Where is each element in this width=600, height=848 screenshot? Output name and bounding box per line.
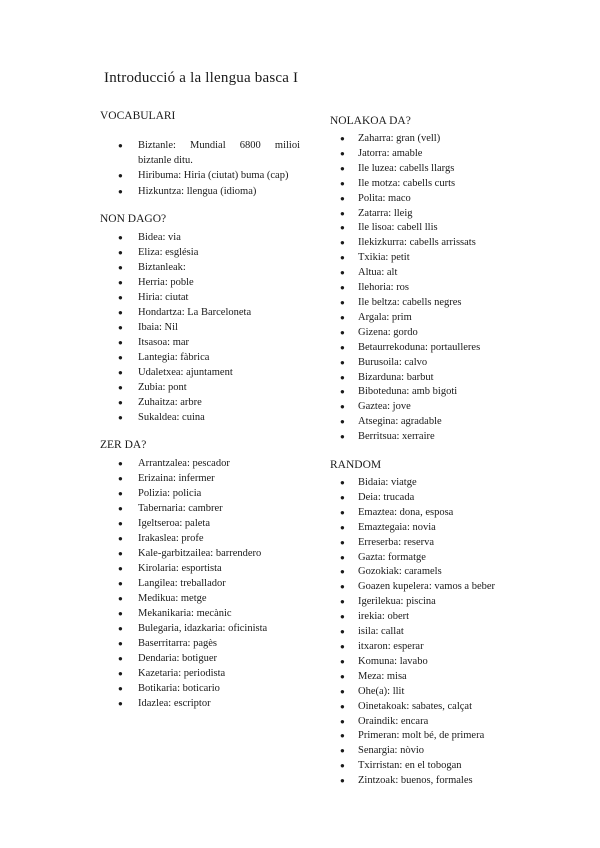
list-item: ● Udaletxea: ajuntament: [100, 365, 300, 380]
list-item: ● irekia: obert: [330, 610, 520, 625]
list-item: ● Hondartza: La Barceloneta: [100, 305, 300, 320]
list-item: ● Ile beltza: cabells negres: [330, 296, 520, 311]
list-item: ● Gaztea: jove: [330, 400, 520, 415]
list-item: ● Ile motza: cabells curts: [330, 177, 520, 192]
list-item: ● Erizaina: infermer: [100, 471, 300, 486]
list-item: ● Igerilekua: piscina: [330, 595, 520, 610]
list-item: ● Erreserba: reserva: [330, 536, 520, 551]
list-item: ● Arrantzalea: pescador: [100, 456, 300, 471]
list-item: ● Dendaria: botiguer: [100, 651, 300, 666]
list-item: ● Gizena: gordo: [330, 326, 520, 341]
list-item: ● Zubia: pont: [100, 380, 300, 395]
list-item: ● Zatarra: lleig: [330, 207, 520, 222]
list-item: ● Zuhaitza: arbre: [100, 395, 300, 410]
list-item: ● Bidaia: viatge: [330, 476, 520, 491]
random-list: [330, 476, 520, 789]
list-item: ● Emaztegaia: novia: [330, 521, 520, 536]
vocabulari-list: [100, 139, 300, 199]
list-item: ● Zaharra: gran (vell): [330, 132, 520, 147]
list-item: ● Oraindik: encara: [330, 715, 520, 730]
list-item: ● Meza: misa: [330, 670, 520, 685]
list-item: ● Komuna: lavabo: [330, 655, 520, 670]
list-item: ● Burusoila: calvo: [330, 356, 520, 371]
list-item: ● Medikua: metge: [100, 591, 300, 606]
list-item: ● Botikaria: boticario: [100, 681, 300, 696]
list-item: ● Bidea: via: [100, 230, 300, 245]
list-item: ● Igeltserоа: paleta: [100, 516, 300, 531]
list-item: ● itxaron: esperar: [330, 640, 520, 655]
vocabulari-heading: VOCABULARI: [100, 110, 176, 122]
list-item: ● Kale-garbitzailea: barrendero: [100, 546, 300, 561]
list-item: ● Goazen kupelera: vamos a beber: [330, 580, 520, 595]
list-item: ● Sukaldea: cuina: [100, 410, 300, 425]
list-item: ● Hiria: ciutat: [100, 290, 300, 305]
list-item: ● Biztanleak:: [100, 260, 300, 275]
non-dago-heading: NON DAGO?: [100, 213, 167, 225]
list-item: ● Bizarduna: barbut: [330, 371, 520, 386]
list-item: ● Txirristan: en el tobogan: [330, 759, 520, 774]
zer-da-heading: ZER DA?: [100, 439, 147, 451]
list-item: ● Gazta: formatge: [330, 551, 520, 566]
list-item: ● Polita: maco: [330, 192, 520, 207]
zer-da-list: [100, 456, 300, 711]
list-item: ● Betaurrekoduna: portaulleres: [330, 341, 520, 356]
page-title: Introducció a la llengua basca I: [104, 70, 299, 86]
list-item: ● Irakaslea: profe: [100, 531, 300, 546]
nolakoa-da-list: [330, 132, 520, 445]
spacer: [100, 127, 300, 139]
list-item: ● Argala: prim: [330, 311, 520, 326]
list-item: ● Polizia: policia: [100, 486, 300, 501]
list-item: ● Senargia: nòvio: [330, 744, 520, 759]
list-item: ● Hizkuntza: llengua (idioma): [100, 185, 300, 200]
list-item: ● Tabernaria: cambrer: [100, 501, 300, 516]
list-item: ● Ile luzea: cabells llargs: [330, 162, 520, 177]
list-item: ● Altua: alt: [330, 266, 520, 281]
list-item: ● Ilekizkurra: cabells arrissats: [330, 236, 520, 251]
list-item: ● Txikia: petit: [330, 251, 520, 266]
left-column: [100, 110, 300, 725]
list-item: ● Bulegaria, idazkaria: oficinista: [100, 621, 300, 636]
list-item: ● Ohe(a): llit: [330, 685, 520, 700]
non-dago-list: [100, 230, 300, 425]
list-item: ● Zintzoak: buenos, formales: [330, 774, 520, 789]
list-item: ● Kazetaria: periodista: [100, 666, 300, 681]
list-item: ● Jatorra: amable: [330, 147, 520, 162]
list-item: ● Ile lisoa: cabell llis: [330, 221, 520, 236]
list-item: ● Biztanle: Mundial 6800 milioi biztanle ditu.: [100, 139, 300, 168]
list-item: ● Baserritarra: pagès: [100, 636, 300, 651]
list-item: ● Herria: poble: [100, 275, 300, 290]
list-item: ● Oinetakoak: sabates, calçat: [330, 700, 520, 715]
list-item: ● Emaztea: dona, esposa: [330, 506, 520, 521]
right-column: [330, 115, 520, 803]
list-item: ● Ilehoria: ros: [330, 281, 520, 296]
list-item: ● Lantegia: fàbrica: [100, 350, 300, 365]
list-item: ● Gozokiak: caramels: [330, 565, 520, 580]
list-item: ● Eliza: església: [100, 245, 300, 260]
list-item: ● Bibotedunа: amb bigoti: [330, 385, 520, 400]
list-item: ● Kirolaria: esportista: [100, 561, 300, 576]
nolakoa-da-heading: NOLAKOA DA?: [330, 115, 411, 127]
list-item: ● Deia: trucada: [330, 491, 520, 506]
list-item: ● Berritsua: xerraire: [330, 430, 520, 445]
list-item: ● Ibaia: Nil: [100, 320, 300, 335]
list-item: ● isila: callat: [330, 625, 520, 640]
list-item: ● Langilea: treballador: [100, 576, 300, 591]
list-item: ● Itsasoa: mar: [100, 335, 300, 350]
list-item: ● Idazlea: escriptor: [100, 696, 300, 711]
list-item: ● Primeran: molt bé, de primera: [330, 729, 520, 744]
random-heading: RANDOM: [330, 459, 382, 472]
list-item: ● Mekanikaria: mecànic: [100, 606, 300, 621]
list-item: ● Atsegina: agradable: [330, 415, 520, 430]
list-item: ● Hiribuma: Hiria (ciutat) buma (cap): [100, 169, 300, 184]
